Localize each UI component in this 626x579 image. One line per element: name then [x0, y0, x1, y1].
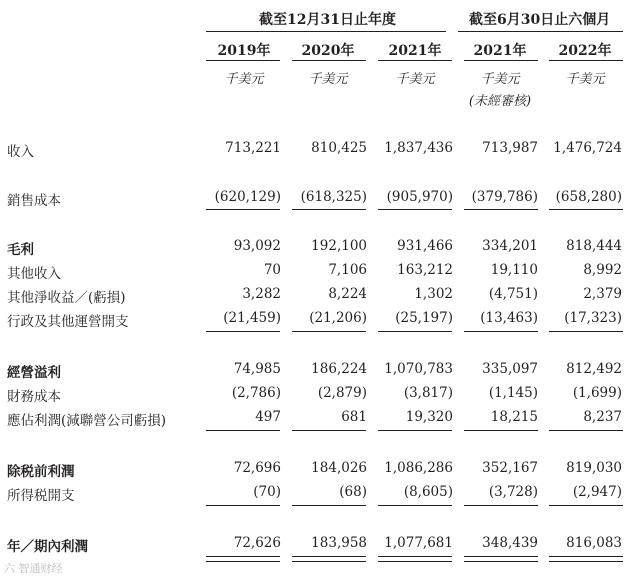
cell-value: (17,323): [564, 310, 622, 326]
total-double-rule: [292, 556, 366, 562]
year-rule-3: [464, 60, 538, 61]
total-double-rule: [549, 556, 623, 562]
cell-value: 74,985: [233, 361, 281, 377]
cell-value: 818,444: [566, 238, 622, 254]
unit-label: 千美元: [480, 72, 520, 87]
cell-value: (2,879): [317, 385, 367, 401]
subtotal-rule: [549, 505, 623, 506]
row-label-cost-of-sales: 銷售成本: [7, 193, 61, 209]
cell-value: 192,100: [311, 238, 367, 254]
cell-value: 348,439: [482, 535, 538, 551]
total-double-rule: [464, 556, 538, 562]
cell-value: 334,201: [482, 238, 538, 254]
cell-value: 713,221: [225, 140, 281, 156]
subtotal-rule: [549, 209, 623, 210]
year-header-2021: 2021年: [388, 43, 442, 59]
year-rule-0: [206, 60, 280, 61]
unit-label: 千美元: [224, 72, 264, 87]
subtotal-rule: [549, 430, 623, 431]
cell-value: 812,492: [566, 361, 622, 377]
cell-value: (21,206): [309, 310, 367, 326]
unaudited-note: (未經審核): [468, 94, 532, 109]
year-header-2021-half: 2021年: [473, 43, 527, 59]
cell-value: (618,325): [300, 189, 367, 205]
year-rule-1: [292, 60, 366, 61]
subtotal-rule: [206, 331, 280, 332]
cell-value: 163,212: [397, 262, 453, 278]
row-label-profit-before-tax: 除税前利潤: [7, 464, 75, 480]
subtotal-rule: [378, 331, 452, 332]
cell-value: 72,626: [233, 535, 281, 551]
cell-value: (13,463): [480, 310, 538, 326]
cell-value: 72,696: [233, 460, 281, 476]
header-half-rule: [458, 31, 623, 32]
cell-value: 1,086,286: [384, 460, 453, 476]
cell-value: 810,425: [311, 140, 367, 156]
cell-value: (2,947): [572, 484, 622, 500]
cell-value: 335,097: [482, 361, 538, 377]
cell-value: 497: [255, 409, 281, 425]
cell-value: 1,302: [414, 286, 453, 302]
cell-value: 931,466: [397, 238, 453, 254]
cell-value: 8,992: [583, 262, 622, 278]
year-header-2020: 2020年: [301, 43, 355, 59]
row-label-gross-profit: 毛利: [7, 242, 34, 258]
cell-value: 816,083: [566, 535, 622, 551]
cell-value: 1,837,436: [384, 140, 453, 156]
cell-value: 184,026: [311, 460, 367, 476]
subtotal-rule: [206, 505, 280, 506]
unit-label: 千美元: [565, 72, 605, 87]
row-label-profit-for-period: 年／期內利潤: [7, 539, 88, 555]
row-label-revenue: 收入: [7, 144, 34, 160]
cell-value: (379,786): [471, 189, 538, 205]
total-double-rule: [206, 556, 280, 562]
row-label-other-income: 其他收入: [7, 266, 61, 282]
row-label-finance-costs: 財務成本: [7, 389, 61, 405]
cell-value: 19,110: [490, 262, 538, 278]
cell-value: 8,237: [583, 409, 622, 425]
cell-value: 186,224: [311, 361, 367, 377]
year-rule-4: [549, 60, 623, 61]
year-rule-2: [378, 60, 452, 61]
cell-value: 19,320: [405, 409, 453, 425]
header-annual-rule: [206, 31, 446, 32]
row-label-operating-profit: 經營溢利: [7, 365, 61, 381]
unit-label: 千美元: [395, 72, 435, 87]
subtotal-rule: [464, 430, 538, 431]
total-double-rule: [378, 556, 452, 562]
cell-value: (905,970): [386, 189, 453, 205]
subtotal-rule: [464, 505, 538, 506]
subtotal-rule: [206, 209, 280, 210]
subtotal-rule: [378, 209, 452, 210]
cell-value: (3,728): [488, 484, 538, 500]
cell-value: (70): [253, 484, 281, 500]
cell-value: 819,030: [566, 460, 622, 476]
subtotal-rule: [378, 430, 452, 431]
cell-value: (1,145): [488, 385, 538, 401]
cell-value: 352,167: [482, 460, 538, 476]
subtotal-rule: [206, 430, 280, 431]
year-header-2022-half: 2022年: [558, 43, 612, 59]
cell-value: (1,699): [572, 385, 622, 401]
subtotal-rule: [292, 331, 366, 332]
cell-value: 681: [341, 409, 367, 425]
cell-value: 93,092: [233, 238, 281, 254]
cell-value: 18,215: [490, 409, 538, 425]
cell-value: 1,070,783: [384, 361, 453, 377]
subtotal-rule: [464, 209, 538, 210]
cell-value: 7,106: [328, 262, 367, 278]
header-annual-group: 截至12月31日止年度: [259, 12, 396, 28]
row-label-income-tax: 所得税開支: [7, 488, 75, 504]
cell-value: (3,817): [403, 385, 453, 401]
subtotal-rule: [549, 331, 623, 332]
cell-value: (21,459): [223, 310, 281, 326]
header-half-year-group: 截至6月30日止六個月: [469, 12, 611, 28]
watermark: 六 智通财经: [4, 562, 63, 575]
cell-value: 70: [263, 262, 281, 278]
cell-value: (658,280): [555, 189, 622, 205]
cell-value: (8,605): [403, 484, 453, 500]
subtotal-rule: [464, 331, 538, 332]
cell-value: (4,751): [488, 286, 538, 302]
subtotal-rule: [292, 430, 366, 431]
unit-label: 千美元: [308, 72, 348, 87]
cell-value: (25,197): [395, 310, 453, 326]
cell-value: 183,958: [311, 535, 367, 551]
year-header-2019: 2019年: [217, 43, 271, 59]
cell-value: 1,476,724: [553, 140, 622, 156]
cell-value: 713,987: [482, 140, 538, 156]
cell-value: 3,282: [242, 286, 281, 302]
cell-value: 2,379: [583, 286, 622, 302]
row-label-admin-expenses: 行政及其他運營開支: [7, 314, 129, 330]
row-label-share-of-profit: 應佔利潤(減聯營公司虧損): [7, 413, 167, 429]
cell-value: (620,129): [214, 189, 281, 205]
cell-value: (68): [339, 484, 367, 500]
cell-value: 1,077,681: [384, 535, 453, 551]
subtotal-rule: [378, 505, 452, 506]
subtotal-rule: [292, 505, 366, 506]
subtotal-rule: [292, 209, 366, 210]
cell-value: (2,786): [231, 385, 281, 401]
row-label-other-net-gains: 其他淨收益／(虧損): [7, 290, 126, 306]
cell-value: 8,224: [328, 286, 367, 302]
